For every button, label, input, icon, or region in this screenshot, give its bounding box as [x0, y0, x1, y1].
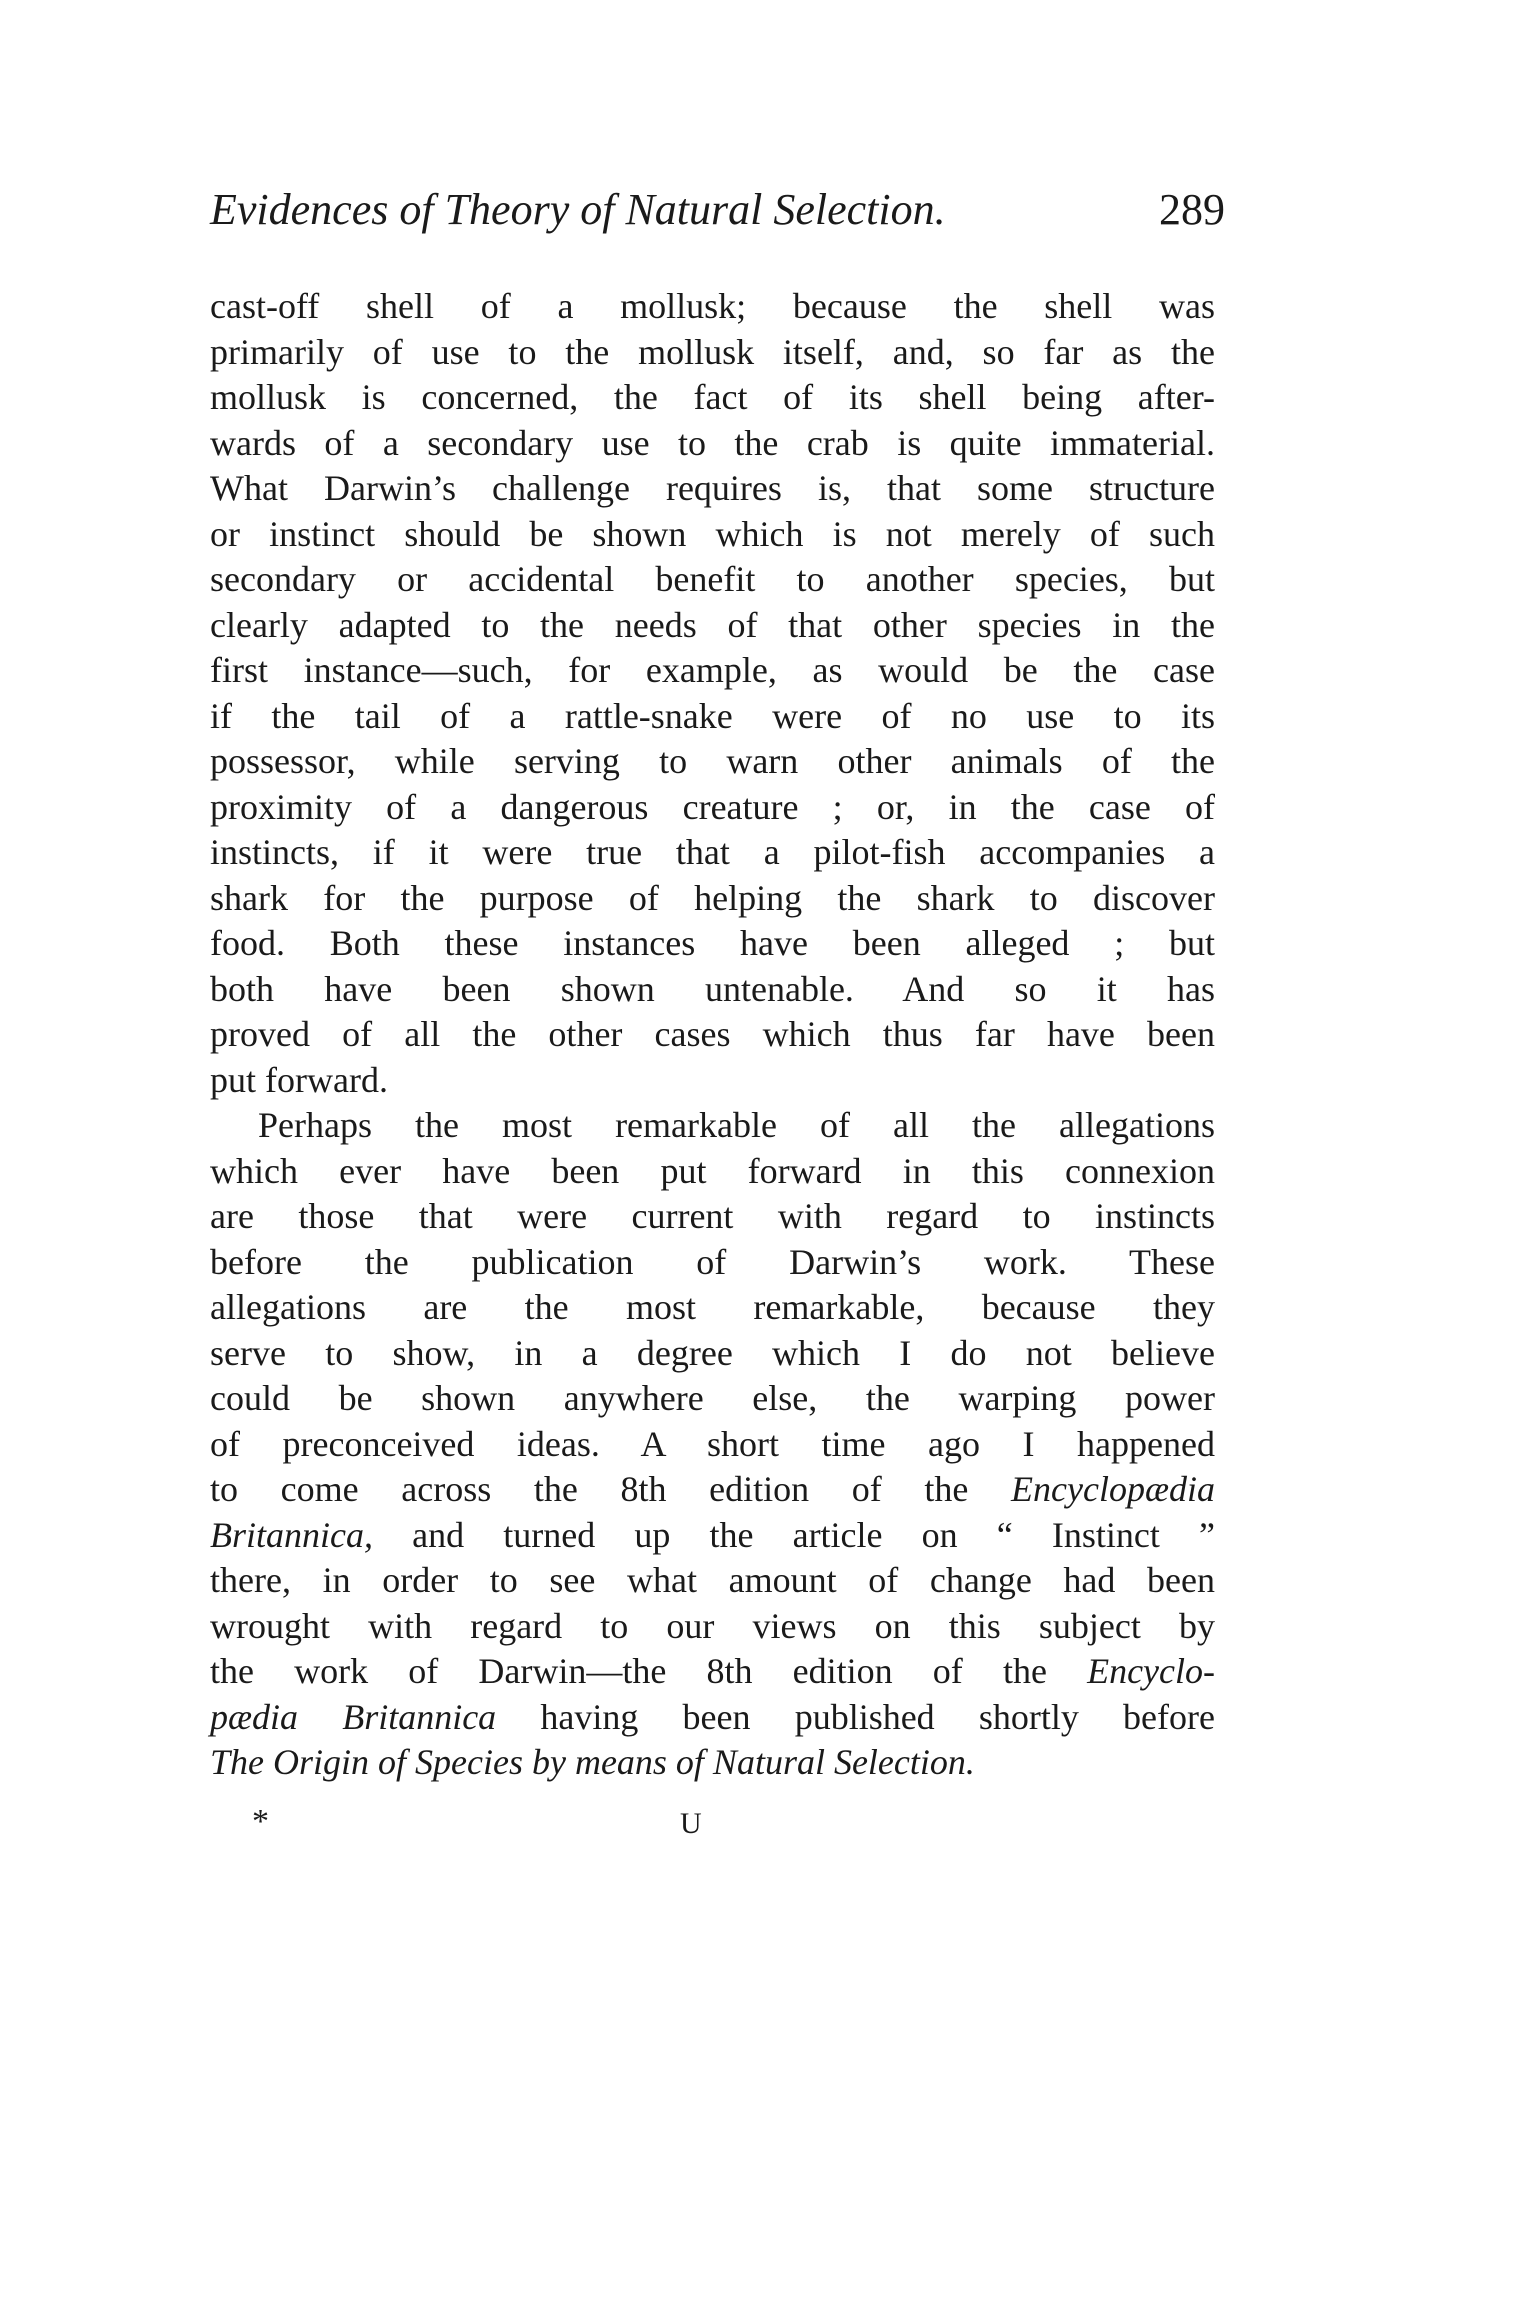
- text-segment: wards of a secondary use to the crab is quite immaterial.: [210, 422, 1215, 463]
- text-line: [210, 603, 1215, 649]
- text-line: [210, 330, 1215, 376]
- text-segment: wrought with regard to our views on this subject by: [210, 1605, 1215, 1646]
- text-line: [210, 1149, 1215, 1195]
- text-line: [210, 1103, 1215, 1149]
- text-line: [210, 1194, 1215, 1240]
- text-segment: the work of Darwin—the 8th edition of the: [210, 1651, 1088, 1691]
- text-line: [210, 921, 1215, 967]
- text-line: [210, 830, 1215, 876]
- text-segment: proved of all the other cases which thus far have been: [210, 1014, 1215, 1054]
- text-line: [210, 1422, 1215, 1468]
- text-segment: there, in order to see what amount of change had been: [210, 1560, 1215, 1600]
- text-segment: Perhaps the most remarkable of all the allegations: [258, 1105, 1215, 1145]
- text-segment: mollusk is concerned, the fact of its shell being after-: [210, 377, 1215, 417]
- text-segment: if the tail of a rattle-snake were of no use to its: [210, 695, 1215, 736]
- running-title: Evidences of Theory of Natural Selection.: [210, 185, 946, 234]
- text-segment: first instance—such, for example, as would be the case: [210, 650, 1215, 690]
- text-segment: What Darwin’s challenge requires is, that some structure: [210, 468, 1215, 508]
- text-segment: secondary or accidental benefit to another species, but: [210, 559, 1215, 599]
- text-segment: clearly adapted to the needs of that other species in the: [210, 604, 1215, 645]
- text-segment: both have been shown untenable. And so it has: [210, 968, 1215, 1009]
- text-segment: having been published shortly before: [496, 1696, 1215, 1737]
- text-line: [210, 648, 1215, 694]
- text-line: [210, 1240, 1215, 1286]
- text-segment: which ever have been put forward in this connexion: [210, 1150, 1215, 1191]
- text-segment: shark for the purpose of helping the shark to discover: [210, 877, 1215, 918]
- text-segment: to come across the 8th edition of the: [210, 1469, 1012, 1509]
- text-segment: primarily of use to the mollusk itself, and, so far as the: [210, 331, 1215, 372]
- text-segment: are those that were current with regard to instincts: [210, 1196, 1215, 1236]
- text-segment: instincts, if it were true that a pilot-fish accompanies a: [210, 832, 1215, 872]
- text-line: [210, 1285, 1215, 1331]
- text-line: [210, 1513, 1215, 1559]
- text-line: [210, 1558, 1215, 1604]
- footnote-mark: *: [252, 1803, 269, 1840]
- text-segment: could be shown anywhere else, the warping power: [210, 1378, 1215, 1418]
- italic-text: Encyclo-: [1087, 1651, 1215, 1691]
- text-line: [210, 1649, 1215, 1695]
- text-line: [210, 284, 1215, 330]
- text-segment: proximity of a dangerous creature ; or, in the case of: [210, 786, 1215, 827]
- running-header: [210, 180, 1225, 240]
- text-line: [210, 512, 1215, 558]
- italic-text: The Origin of Species by means of Natural Selection.: [210, 1742, 975, 1782]
- text-segment: of preconceived ideas. A short time ago I happened: [210, 1423, 1215, 1464]
- text-line: [210, 1604, 1215, 1650]
- text-segment: or instinct should be shown which is not merely of such: [210, 513, 1215, 554]
- text-line: [210, 876, 1215, 922]
- text-segment: food. Both these instances have been alleged ; but: [210, 923, 1215, 963]
- text-line: [210, 1695, 1215, 1741]
- text-line: [210, 557, 1215, 603]
- italic-text: Britannica,: [210, 1514, 373, 1555]
- page-footer: [210, 1800, 810, 1844]
- text-segment: cast-off shell of a mollusk; because the shell was: [210, 286, 1215, 326]
- text-line: [210, 739, 1215, 785]
- text-segment: put forward.: [210, 1059, 388, 1100]
- text-line: [210, 785, 1215, 831]
- text-segment: before the publication of Darwin’s work. These: [210, 1241, 1215, 1282]
- text-line: [210, 967, 1215, 1013]
- text-line: [210, 1376, 1215, 1422]
- text-line: [210, 1467, 1215, 1513]
- text-segment: serve to show, in a degree which I do not believe: [210, 1332, 1215, 1373]
- text-line: [210, 466, 1215, 512]
- text-line: [210, 421, 1215, 467]
- italic-text: pædia Britannica: [210, 1696, 497, 1737]
- text-segment: and turned up the article on “ Instinct ”: [372, 1514, 1215, 1555]
- page-number: 289: [1159, 185, 1225, 234]
- text-segment: possessor, while serving to warn other animals of the: [210, 741, 1215, 781]
- text-line: [210, 1012, 1215, 1058]
- text-line: [210, 694, 1215, 740]
- text-line: [210, 1058, 1215, 1104]
- signature-mark: U: [680, 1807, 702, 1840]
- text-line: [210, 1740, 1215, 1786]
- text-line: [210, 375, 1215, 421]
- text-segment: allegations are the most remarkable, because they: [210, 1287, 1215, 1327]
- body-text: [210, 284, 1215, 1786]
- text-line: [210, 1331, 1215, 1377]
- italic-text: Encyclopædia: [1011, 1469, 1215, 1509]
